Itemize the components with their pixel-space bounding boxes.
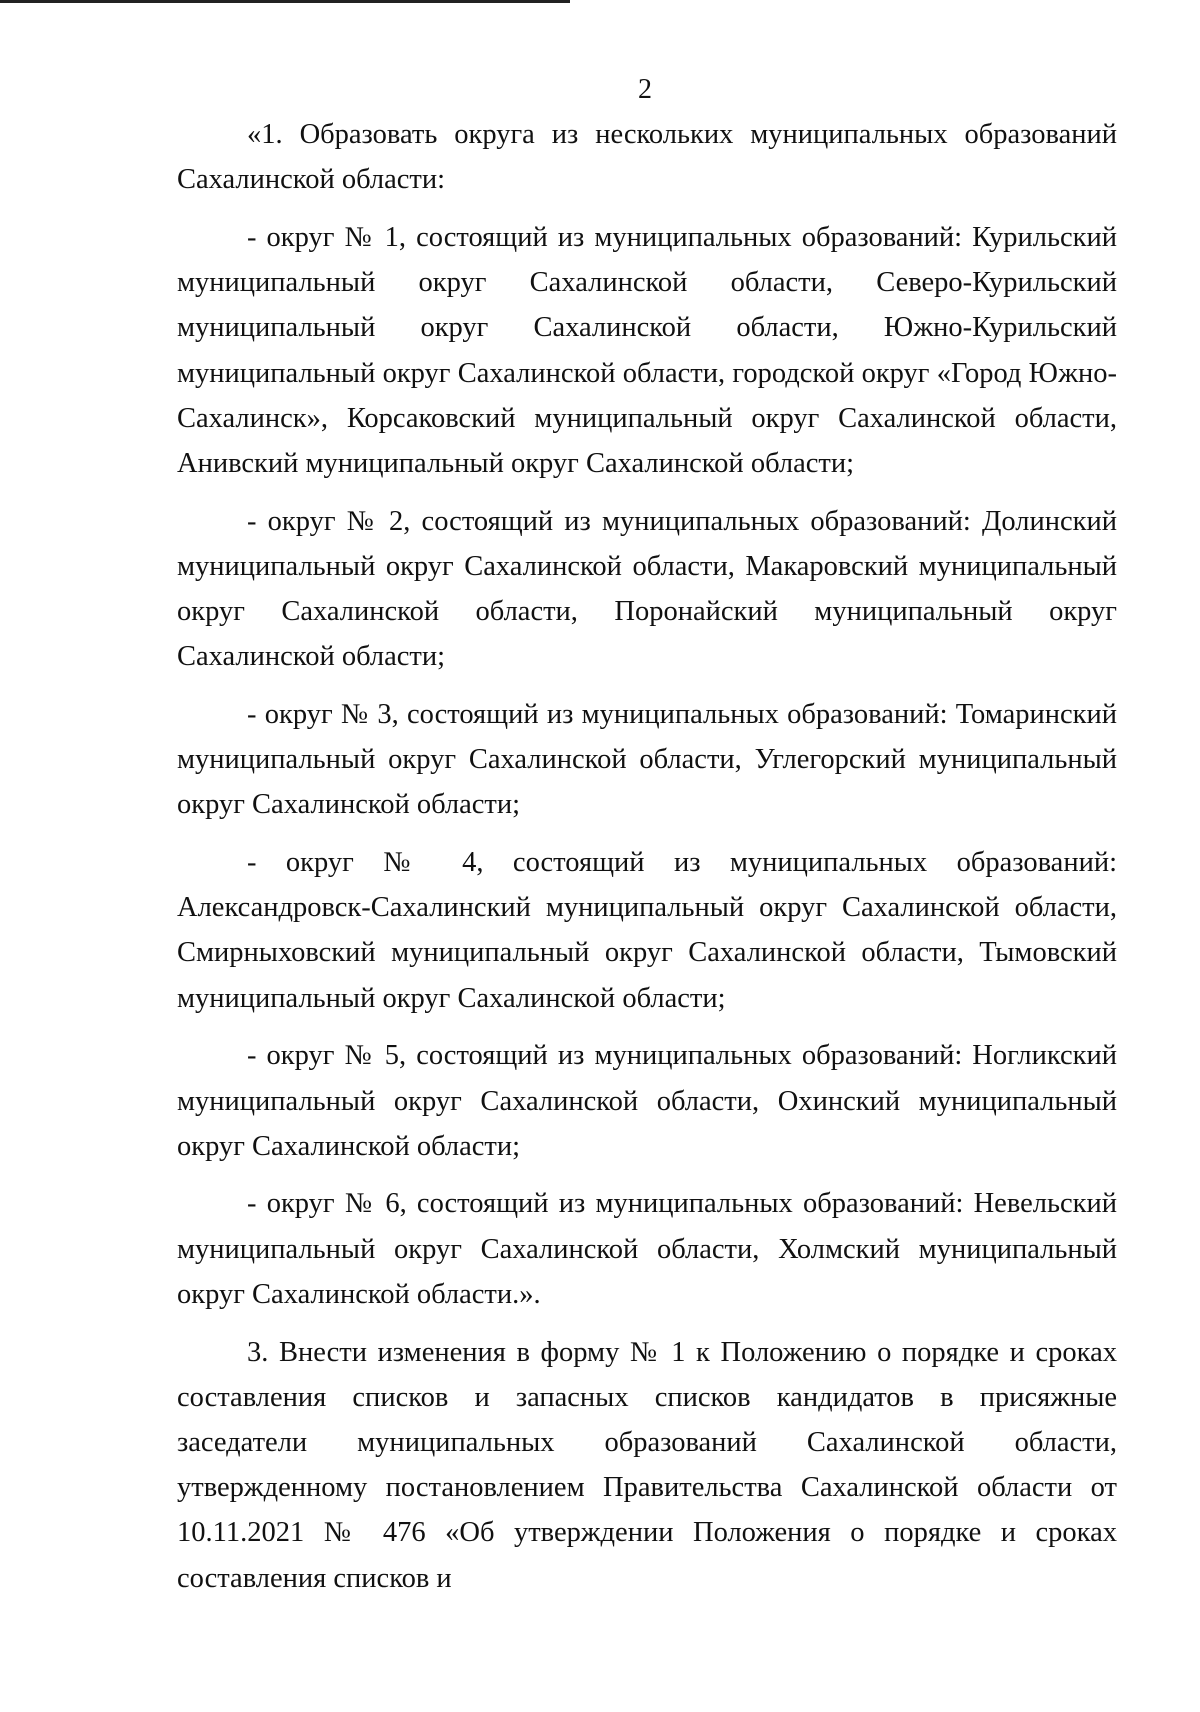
document-body [177,112,1117,1613]
paragraph-district-6: - округ № 6, состоящий из муниципальных образований: Невельский муниципальный округ Сахалинской области, Холмский муниципальный округ Сахалинской области.». [177,1188,1117,1310]
page-number: 2 [638,74,652,105]
paragraph-district-4: - округ № 4, состоящий из муниципальных образований: Александровск-Сахалинский муниципальный округ Сахалинской области, Смирныховский муниципальный округ Сахалинской области, Тымовский муниципальный округ Сахалинской области; [177,847,1117,1014]
paragraph-district-1: - округ № 1, состоящий из муниципальных образований: Курильский муниципальный округ Сахалинской области, Северо-Курильский муниципальный округ Сахалинской области, Южно-Курильский муниципальный округ Сахалинской области, городской округ «Город Южно-Сахалинск», Корсаковский муниципальный округ Сахалинской области, Анивский муниципальный округ Сахалинской области; [177,221,1117,479]
top-rule [0,0,570,3]
paragraph-district-2: - округ № 2, состоящий из муниципальных образований: Долинский муниципальный округ Сахалинской области, Макаровский муниципальный округ Сахалинской области, Поронайский муниципальный округ Сахалинской области; [177,505,1117,673]
paragraph-intro: «1. Образовать округа из нескольких муниципальных образований Сахалинской области: [177,119,1117,196]
paragraph-item-3: 3. Внести изменения в форму № 1 к Положению о порядке и сроках составления списков и запасных списков кандидатов в присяжные заседатели муниципальных образований Сахалинской области, утвержденному постановлением Правительства Сахалинской области от 10.11.2021 № 476 «Об утверждении Положения о порядке и сроках составления списков и [177,1336,1117,1594]
paragraph-district-3: - округ № 3, состоящий из муниципальных образований: Томаринский муниципальный округ Сахалинской области, Углегорский муниципальный округ Сахалинской области; [177,698,1117,821]
paragraph-district-5: - округ № 5, состоящий из муниципальных образований: Ногликский муниципальный округ Сахалинской области, Охинский муниципальный округ Сахалинской области; [177,1040,1117,1162]
